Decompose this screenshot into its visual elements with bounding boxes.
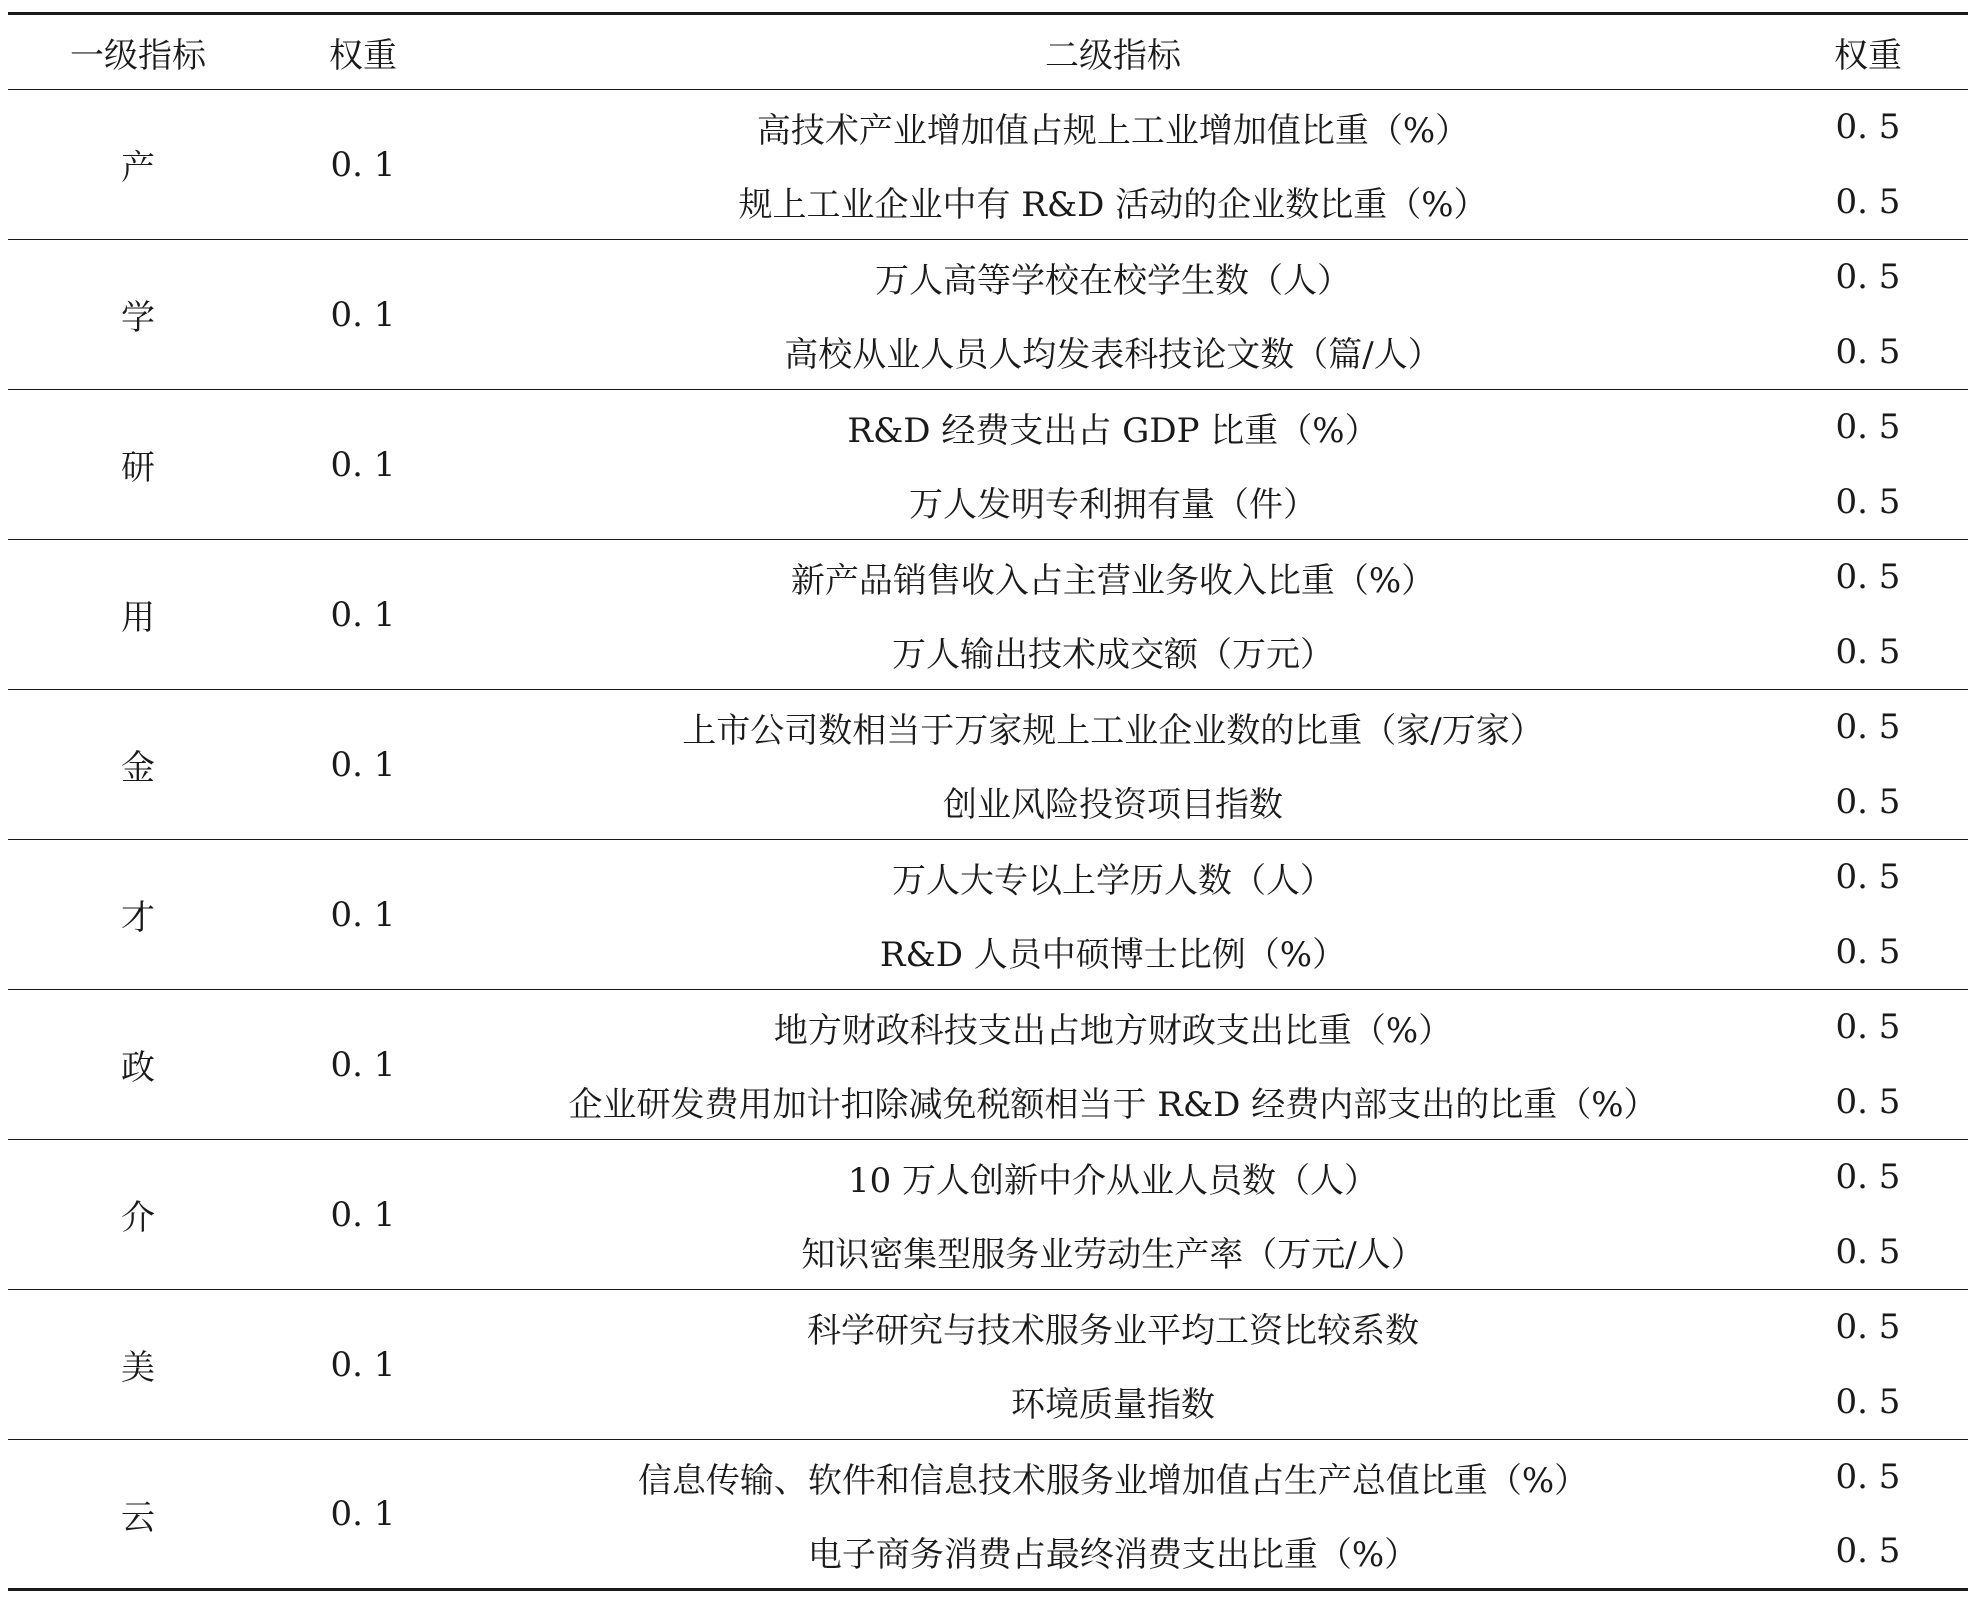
level1-weight: 0. 1 [268, 90, 458, 240]
header-level1: 一级指标 [8, 14, 268, 90]
level2-name: 万人发明专利拥有量（件） [458, 465, 1768, 540]
level2-weight: 0. 5 [1835, 1157, 1901, 1198]
level2-name: 创业风险投资项目指数 [458, 765, 1768, 840]
header-level2: 二级指标 [458, 14, 1768, 90]
level2-name: 上市公司数相当于万家规上工业企业数的比重（家/万家） [682, 710, 1544, 751]
indicator-weight-table [8, 12, 1968, 1591]
level2-weight: 0. 5 [1768, 1215, 1968, 1290]
level2-name: 万人大专以上学历人数（人） [892, 860, 1334, 901]
level2-name: 万人输出技术成交额（万元） [458, 615, 1768, 690]
table-row [8, 690, 1968, 765]
level2-weight: 0. 5 [1768, 1515, 1968, 1590]
table-row [8, 840, 1968, 915]
level2-weight: 0. 5 [1768, 1365, 1968, 1440]
level2-name: 高校从业人员人均发表科技论文数（篇/人） [458, 315, 1768, 390]
level1-name: 云 [8, 1440, 268, 1590]
level2-name: 高技术产业增加值占规上工业增加值比重（%） [756, 110, 1470, 151]
level2-name: 地方财政科技支出占地方财政支出比重（%） [773, 1010, 1453, 1051]
level2-weight: 0. 5 [1835, 857, 1901, 898]
level1-name: 学 [8, 240, 268, 390]
level2-weight: 0. 5 [1768, 615, 1968, 690]
level2-weight: 0. 5 [1835, 1007, 1901, 1048]
table-body [8, 90, 1968, 1590]
header-row [8, 14, 1968, 90]
table-row [8, 1290, 1968, 1365]
table-row [8, 90, 1968, 165]
header-weight1: 权重 [268, 14, 458, 90]
level1-weight: 0. 1 [268, 1290, 458, 1440]
level1-name: 美 [8, 1290, 268, 1440]
level2-weight: 0. 5 [1835, 107, 1901, 148]
level2-name: 企业研发费用加计扣除减免税额相当于 R&D 经费内部支出的比重（%） [458, 1065, 1768, 1140]
table-row [8, 990, 1968, 1065]
level1-weight: 0. 1 [268, 840, 458, 990]
level1-weight: 0. 1 [268, 990, 458, 1140]
level2-weight: 0. 5 [1768, 1065, 1968, 1140]
level2-name: 规上工业企业中有 R&D 活动的企业数比重（%） [458, 165, 1768, 240]
table-row [8, 540, 1968, 615]
level2-name: 10 万人创新中介从业人员数（人） [847, 1160, 1379, 1201]
level2-weight: 0. 5 [1835, 1457, 1901, 1498]
level1-name: 金 [8, 690, 268, 840]
level1-name: 研 [8, 390, 268, 540]
table-row [8, 1440, 1968, 1515]
level2-name: 科学研究与技术服务业平均工资比较系数 [807, 1310, 1419, 1351]
level2-weight: 0. 5 [1835, 557, 1901, 598]
table-row [8, 1140, 1968, 1215]
level2-name: 信息传输、软件和信息技术服务业增加值占生产总值比重（%） [637, 1460, 1589, 1501]
level2-weight: 0. 5 [1768, 915, 1968, 990]
level1-name: 介 [8, 1140, 268, 1290]
table-row [8, 390, 1968, 465]
level2-name: 环境质量指数 [458, 1365, 1768, 1440]
table-row [8, 240, 1968, 315]
level2-weight: 0. 5 [1835, 407, 1901, 448]
level1-weight: 0. 1 [268, 390, 458, 540]
level2-weight: 0. 5 [1835, 1307, 1901, 1348]
level1-name: 政 [8, 990, 268, 1140]
level2-name: R&D 经费支出占 GDP 比重（%） [847, 410, 1379, 451]
level2-name: R&D 人员中硕博士比例（%） [458, 915, 1768, 990]
header-weight2: 权重 [1768, 14, 1968, 90]
level2-name: 新产品销售收入占主营业务收入比重（%） [790, 560, 1436, 601]
level1-name: 才 [8, 840, 268, 990]
level2-weight: 0. 5 [1768, 465, 1968, 540]
level1-weight: 0. 1 [268, 1440, 458, 1590]
level1-weight: 0. 1 [268, 690, 458, 840]
level1-name: 用 [8, 540, 268, 690]
level2-weight: 0. 5 [1768, 765, 1968, 840]
level2-name: 知识密集型服务业劳动生产率（万元/人） [458, 1215, 1768, 1290]
level1-name: 产 [8, 90, 268, 240]
level2-name: 电子商务消费占最终消费支出比重（%） [458, 1515, 1768, 1590]
level2-name: 万人高等学校在校学生数（人） [875, 260, 1351, 301]
level2-weight: 0. 5 [1835, 707, 1901, 748]
table-header [8, 14, 1968, 90]
level2-weight: 0. 5 [1835, 257, 1901, 298]
level1-weight: 0. 1 [268, 1140, 458, 1290]
level2-weight: 0. 5 [1768, 315, 1968, 390]
level1-weight: 0. 1 [268, 540, 458, 690]
level1-weight: 0. 1 [268, 240, 458, 390]
level2-weight: 0. 5 [1768, 165, 1968, 240]
